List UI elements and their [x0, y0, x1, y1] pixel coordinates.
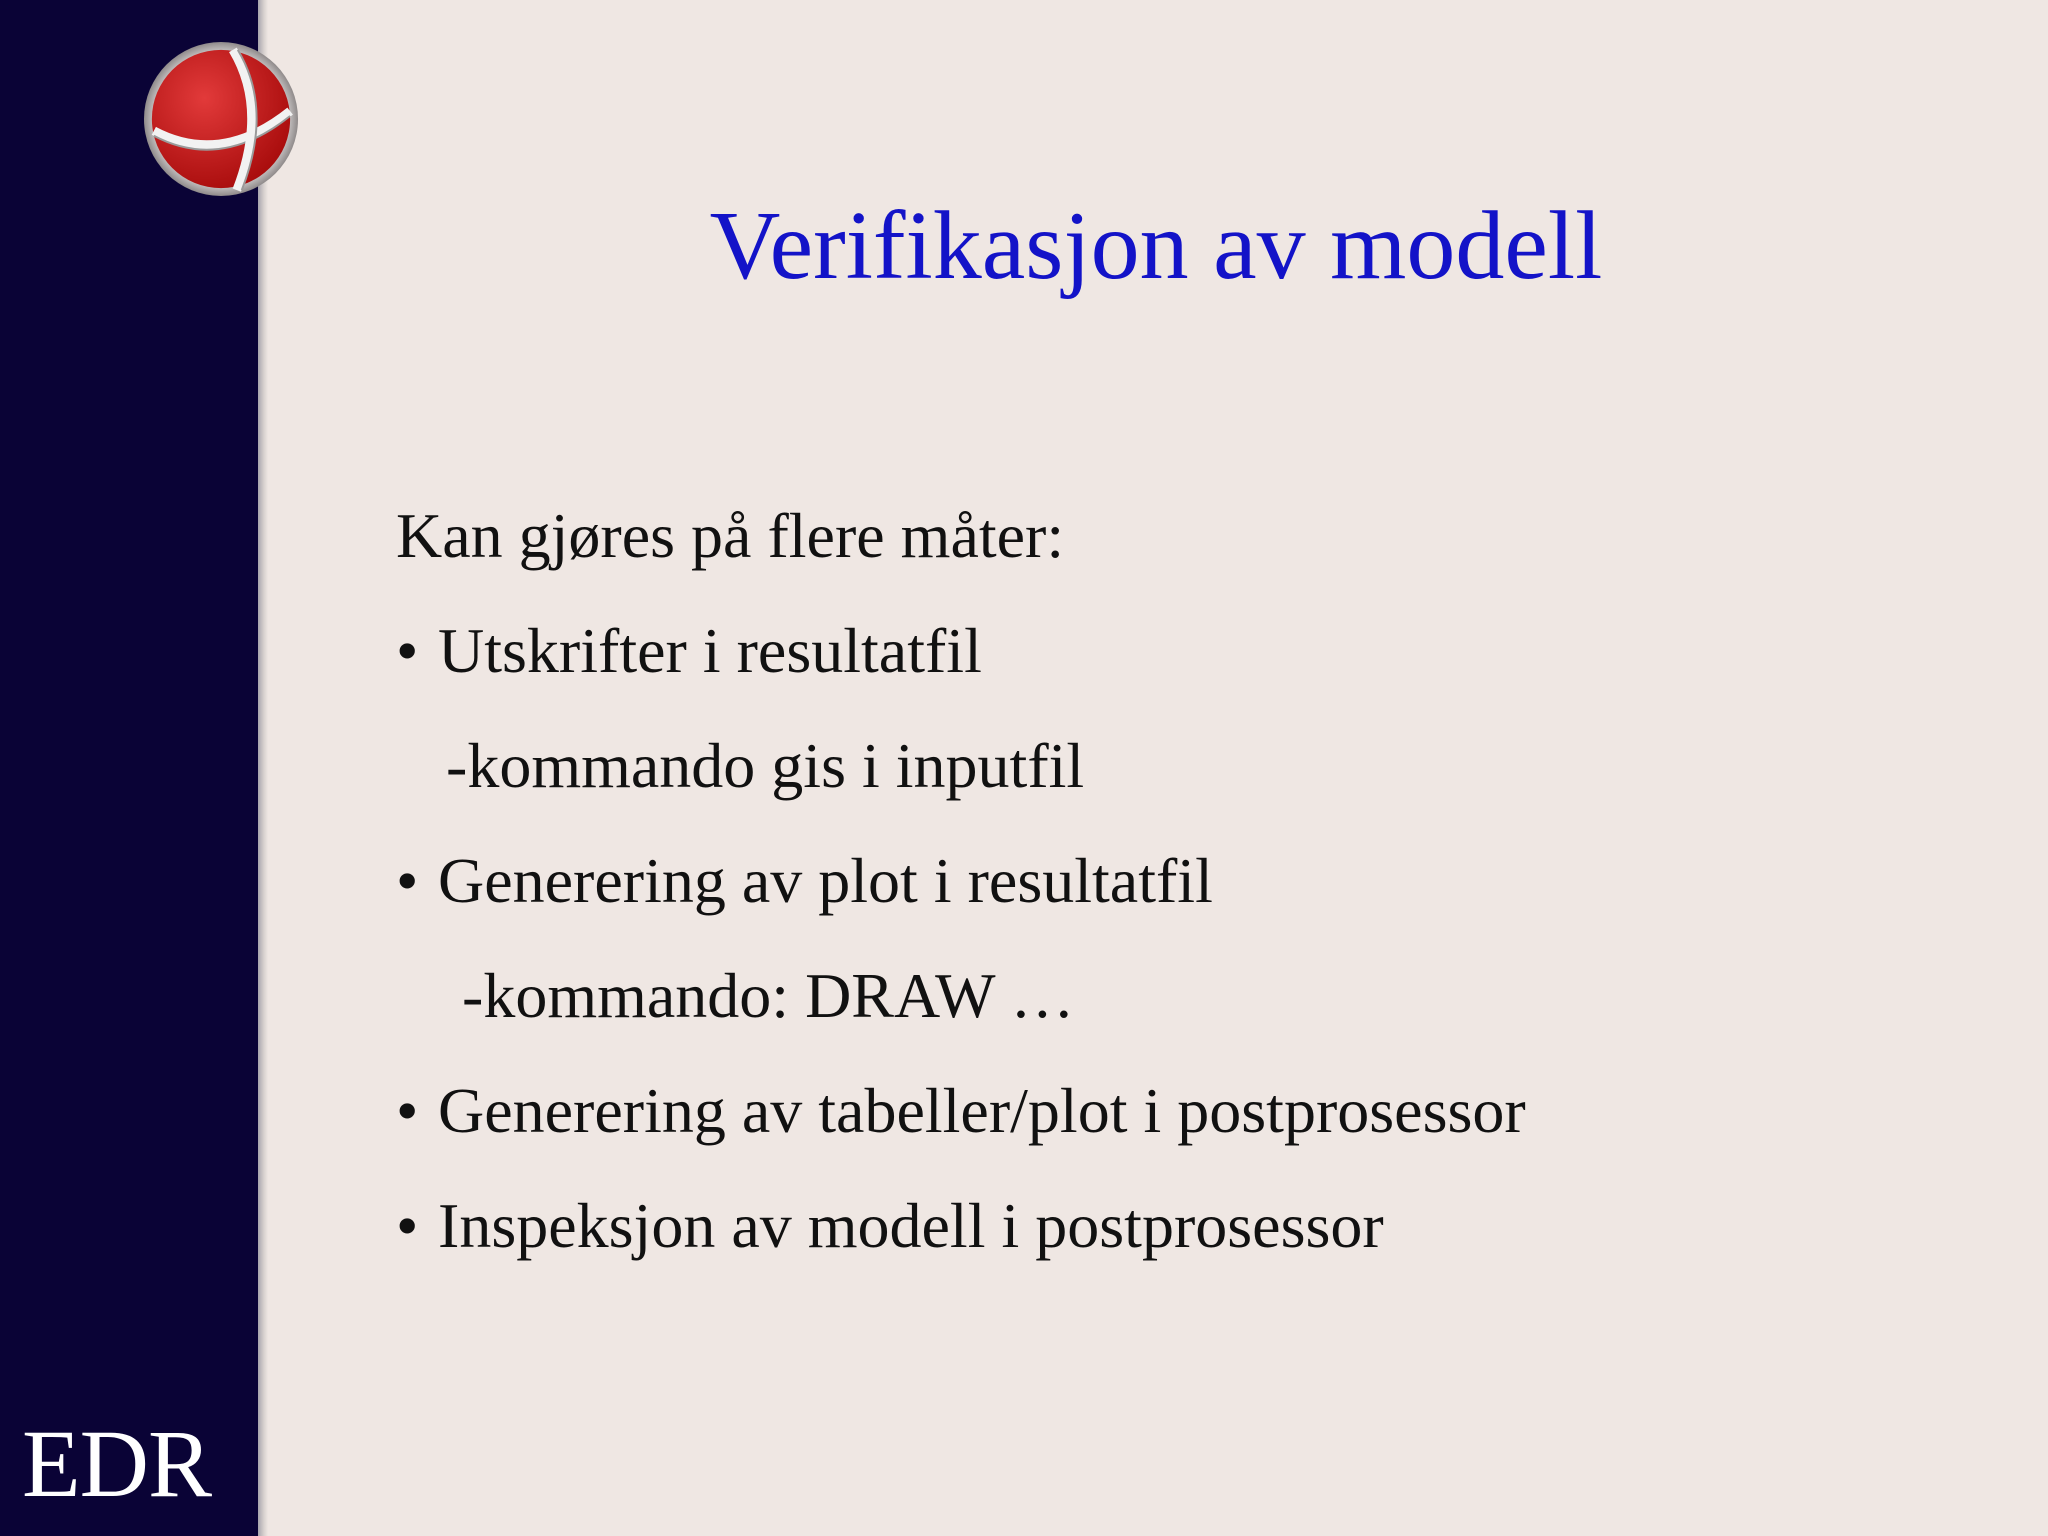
red-globe-logo-icon — [142, 40, 300, 198]
slide-body — [396, 478, 1996, 1283]
slide-title: Verifikasjon av modell — [709, 192, 1603, 300]
bullet-item — [396, 593, 1996, 708]
bullet-text: Generering av tabeller/plot i postprosessor — [438, 1075, 1526, 1146]
bullet-text: Inspeksjon av modell i postprosessor — [438, 1190, 1384, 1261]
intro-text: Kan gjøres på flere måter: — [396, 500, 1065, 571]
bullet-item — [396, 1053, 1996, 1168]
bullet-text: Utskrifter i resultatfil — [438, 615, 982, 686]
bullet-item — [396, 1168, 1996, 1283]
bullet-icon: • — [396, 1190, 419, 1261]
bullet-item — [396, 823, 1996, 938]
bullet-icon: • — [396, 615, 419, 686]
bullet-text: Generering av plot i resultatfil — [438, 845, 1213, 916]
brand-label: EDR — [22, 1410, 211, 1517]
bullet-icon: • — [396, 1075, 419, 1146]
bullet-icon: • — [396, 845, 419, 916]
sub-item: -kommando gis i inputfil — [446, 730, 1085, 801]
sub-item: -kommando: DRAW … — [462, 960, 1075, 1031]
